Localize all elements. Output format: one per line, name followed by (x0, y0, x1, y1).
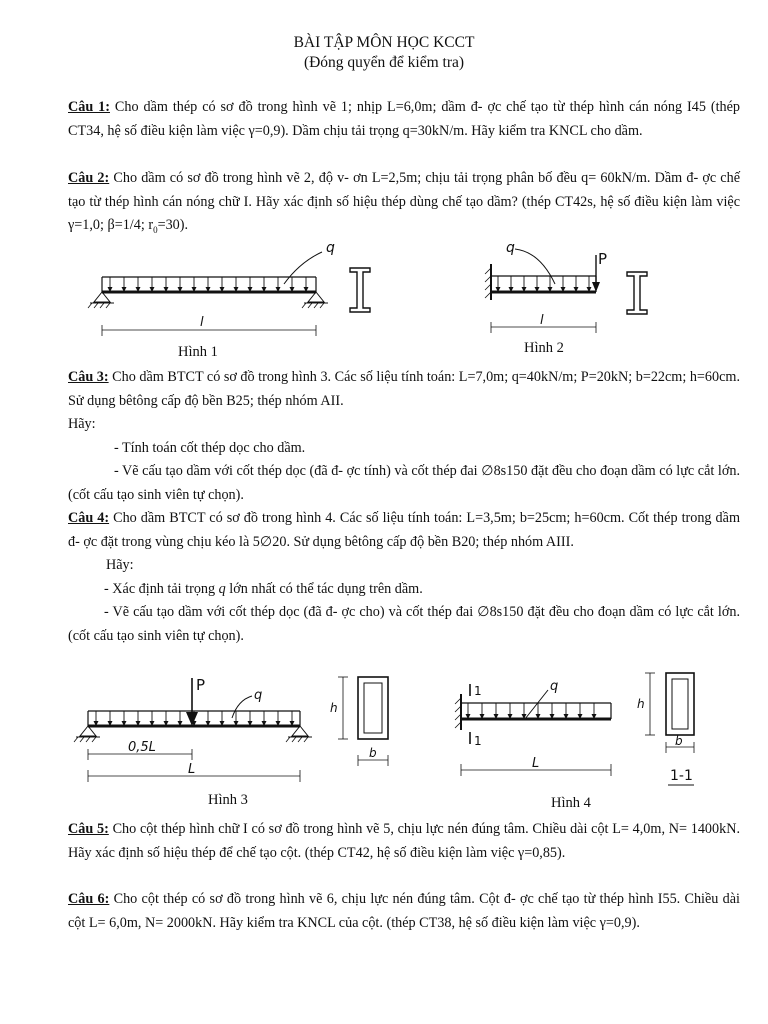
figure-3-b-label: b (369, 746, 377, 760)
figure-3-h-label: h (330, 701, 338, 715)
figure-3-q-label: q (254, 688, 263, 703)
question-4-text: Cho dầm BTCT có sơ đồ trong hình 4. Các số liệu tính toán: L=3,5m; b=25cm; h=60cm. Cốt thép trong dầm đ- ợc đặt trong vùng chịu kéo là 5∅20. Sử dụng bêtông cấp độ bền B20; thép nhóm AIII. (68, 510, 740, 550)
figure-3-p-label: P (196, 676, 206, 694)
figure-4-caption: Hình 4 (551, 795, 591, 811)
figure-1-l-label: l (200, 315, 204, 330)
question-4-item-1-q: q (218, 580, 226, 597)
figure-3-caption: Hình 3 (208, 792, 248, 808)
figure-2-p-label: P (598, 250, 608, 268)
question-1-text: Cho dầm thép có sơ đồ trong hình vẽ 1; nhịp L=6,0m; dầm đ- ợc chế tạo từ thép hình cán nóng I45 (thép CT34, hệ số điều kiện làm việc γ=0,9). Dầm chịu tải trọng q=30kN/m. Hãy kiểm tra KNCL cho dầm. (68, 99, 741, 139)
document-subtitle: (Đóng quyển để kiểm tra) (303, 54, 465, 71)
question-5-label: Câu 5: (68, 821, 109, 837)
question-4-hay: Hãy: (106, 557, 134, 573)
figure-3-diagram (74, 676, 388, 782)
question-2-label: Câu 2: (68, 170, 110, 186)
figure-3-l-label: L (188, 762, 196, 777)
figure-4-section-label: 1-1 (670, 768, 693, 784)
figure-3-half-label: 0,5L (128, 740, 156, 755)
question-2-tail: =30). (157, 217, 189, 233)
figure-3-section (330, 677, 388, 766)
question-5-text: Cho cột thép hình chữ I có sơ đồ trong hình vẽ 5, chịu lực nén đúng tâm. Chiều dài cột L= 4,0m, N= 1400kN. Hãy xác định số hiệu thép để chế tạo cột. (thép CT42, hệ số điều kiện làm việc γ=0,85). (68, 821, 741, 861)
question-1-label: Câu 1: (68, 99, 110, 115)
figure-4-h-label: h (637, 697, 645, 711)
question-6-label: Câu 6: (68, 891, 110, 907)
figure-4-mark-top: 1 (474, 684, 482, 698)
figure-1-caption: Hình 1 (178, 344, 218, 360)
figure-1-q-label: q (326, 240, 335, 256)
question-4-item-1-pre: - Xác định tải trọng (104, 580, 219, 597)
question-3-hay: Hãy: (68, 416, 96, 432)
question-2-text: Cho dầm có sơ đồ trong hình vẽ 2, độ v- ơn L=2,5m; chịu tải trọng phân bố đều q= 60kN/m. Dầm đ- ợc chế tạo từ thép hình cán nóng chữ I. Hãy xác định số hiệu thép dùng chế tạo dầm? (thép CT42s, hệ số điều kiện làm việc γ=1,0; β=1/4; r (68, 170, 740, 233)
question-2-subscript: 0 (153, 224, 158, 235)
figure-2-l-label: l (540, 313, 544, 328)
question-3-label: Câu 3: (68, 369, 109, 385)
question-3-item-1: - Tính toán cốt thép dọc cho dầm. (114, 439, 306, 456)
question-5 (68, 818, 740, 865)
question-6 (68, 888, 740, 935)
question-4-label: Câu 4: (68, 510, 110, 526)
question-3-text: Cho dầm BTCT có sơ đồ trong hình 3. Các số liệu tính toán: L=7,0m; q=40kN/m; P=20kN; b=22cm; h=60cm. Sử dụng bêtông cấp độ bền B25; thép nhóm AII. (68, 369, 740, 409)
figure-4-mark-bottom: 1 (474, 734, 482, 748)
question-4-item-2: - Vẽ cấu tạo dầm với cốt thép dọc (đã đ- ợc cho) và cốt thép đai ∅8s150 đặt đều cho đoạn dầm có lực cắt lớn. (cốt cấu tạo sinh viên tự chọn). (68, 604, 740, 644)
question-3-item-2: - Vẽ cấu tạo dầm với cốt thép dọc (đã đ- ợc tính) và cốt thép đai ∅8s150 đặt đều cho đoạn dầm có lực cắt lớn. (cốt cấu tạo sinh viên tự chọn). (68, 463, 740, 503)
document-title: BÀI TẬP MÔN HỌC KCCT (293, 34, 475, 51)
question-6-text: Cho cột thép có sơ đồ trong hình vẽ 6, chịu lực nén đúng tâm. Cột đ- ợc chế tạo từ thép hình I55. Chiều dài cột L= 6,0m, N= 2000kN. Hãy kiểm tra KNCL của cột. (thép CT38, hệ số điều kiện làm việc γ=0,9). (68, 891, 740, 931)
figure-2-q-label: q (506, 240, 515, 256)
figure-4-section (637, 673, 694, 785)
figure-4-q-label: q (550, 679, 559, 694)
figure-2-caption: Hình 2 (524, 340, 564, 356)
figure-4-diagram (455, 673, 694, 785)
figure-4-l-label: L (532, 756, 540, 771)
question-4-item-1-post: lớn nhất có thể tác dụng trên dầm. (225, 580, 423, 597)
figure-4-b-label: b (675, 734, 683, 748)
